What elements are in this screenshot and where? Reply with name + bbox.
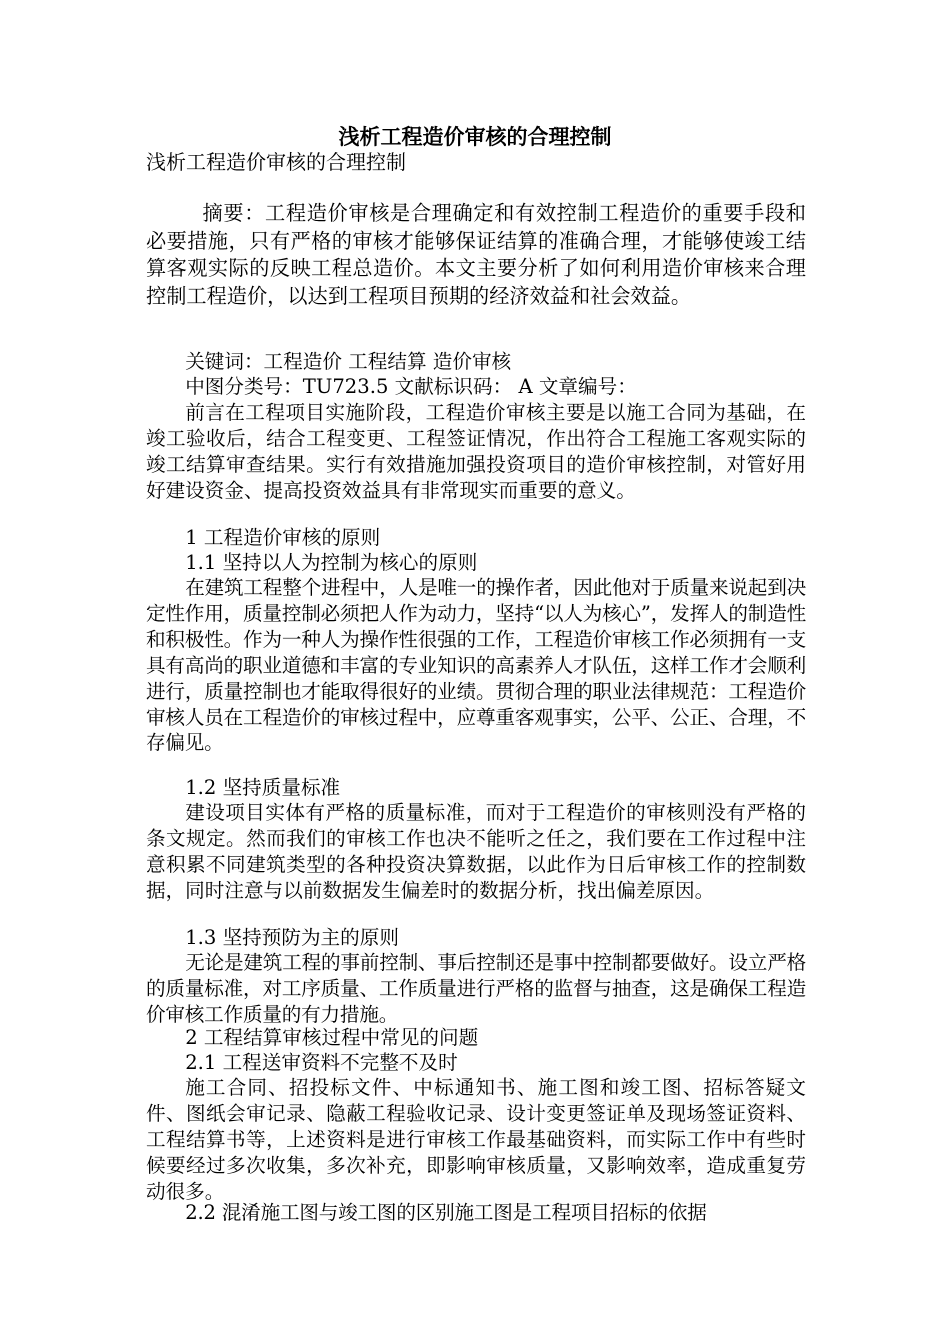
subsection-heading-2-2: 2.2 混淆施工图与竣工图的区别施工图是工程项目招标的依据 [185,1201,707,1224]
subsection-heading-1-3: 1.3 坚持预防为主的原则 [185,926,399,949]
section-heading-2: 2 工程结算审核过程中常见的问题 [185,1026,479,1049]
paragraph-1-1: 在建筑工程整个进程中，人是唯一的操作者，因此他对于质量来说起到决定性作用，质量控制必须把人作为动力，坚持“以人为核心”，发挥人的制造性和积极性。作为一种人为操作性很强的工作，工程造价审核工作必须拥有一支具有高尚的职业道德和丰富的专业知识的高素养人才队伍，这样工作才会顺利进行，质量控制也才能取得很好的业绩。贯彻合理的职业法律规范：工程造价审核人员在工程造价的审核过程中，应尊重客观事实，公平、公正、合理，不存偏见。 [146,576,806,755]
paragraph-1-3: 无论是建筑工程的事前控制、事后控制还是事中控制都要做好。设立严格的质量标准，对工序质量、工作质量进行严格的监督与抽查，这是确保工程造价审核工作质量的有力措施。 [146,951,806,1026]
intro-paragraph: 前言在工程项目实施阶段，工程造价审核主要是以施工合同为基础，在竣工验收后，结合工程变更、工程签证情况，作出符合工程施工客观实际的竣工结算审查结果。实行有效措施加强投资项目的造价审核控制，对管好用好建设资金、提高投资效益具有非常现实而重要的意义。 [146,401,806,502]
classification-line: 中图分类号：TU723.5 文献标识码： A 文章编号： [185,375,637,398]
subsection-heading-2-1: 2.1 工程送审资料不完整不及时 [185,1051,458,1074]
paragraph-1-2: 建设项目实体有严格的质量标准，而对于工程造价的审核则没有严格的条文规定。然而我们的审核工作也决不能听之任之，我们要在工作过程中注意积累不同建筑类型的各种投资决算数据，以此作为日后审核工作的控制数据，同时注意与以前数据发生偏差时的数据分析，找出偏差原因。 [146,801,806,902]
subsection-heading-1-2: 1.2 坚持质量标准 [185,776,341,799]
document-subtitle: 浅析工程造价审核的合理控制 [146,150,406,174]
keywords-line: 关键词：工程造价 工程结算 造价审核 [185,350,512,373]
document-title: 浅析工程造价审核的合理控制 [338,124,612,149]
subsection-heading-1-1: 1.1 坚持以人为控制为核心的原则 [185,551,478,574]
abstract-paragraph: 摘要：工程造价审核是合理确定和有效控制工程造价的重要手段和必要措施，只有严格的审核才能够保证结算的准确合理，才能够使竣工结算客观实际的反映工程总造价。本文主要分析了如何利用造价审核来合理控制工程造价，以达到工程项目预期的经济效益和社会效益。 [146,201,806,308]
paragraph-2-1: 施工合同、招投标文件、中标通知书、施工图和竣工图、招标答疑文件、图纸会审记录、隐蔽工程验收记录、设计变更签证单及现场签证资料、工程结算书等，上述资料是进行审核工作最基础资料，而实际工作中有些时候要经过多次收集，多次补充，即影响审核质量，又影响效率，造成重复劳动很多。 [146,1076,806,1203]
section-heading-1: 1 工程造价审核的原则 [185,526,381,549]
